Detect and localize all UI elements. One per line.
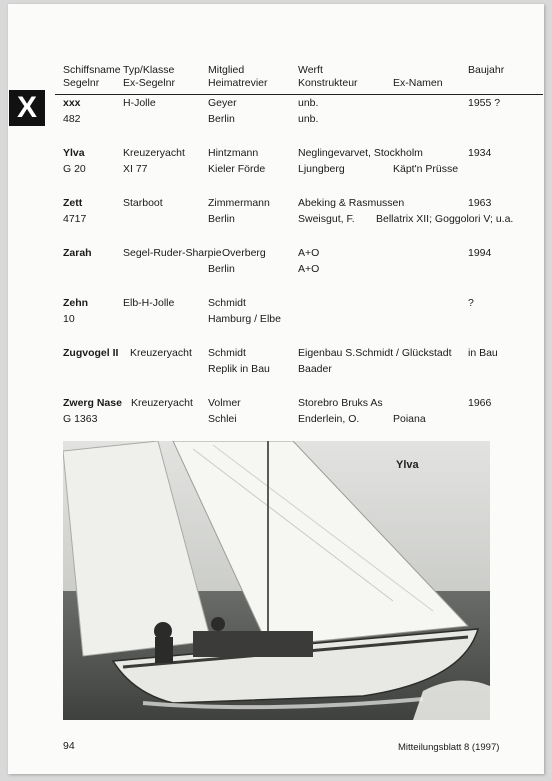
- page-number: 94: [63, 740, 75, 752]
- entry-name: Zwerg Nase: [63, 397, 122, 409]
- entry-yard: Eigenbau S.Schmidt / Glückstadt: [298, 347, 452, 359]
- entry-sail: 10: [63, 313, 75, 325]
- header-col-year: [468, 64, 504, 77]
- entry-yard: A+O: [298, 247, 320, 259]
- table-row: [0, 396, 552, 426]
- entry-designer: Enderlein, O.: [298, 413, 360, 425]
- entry-member: Hintzmann: [208, 147, 259, 159]
- entry-home: Kieler Förde: [208, 163, 266, 175]
- entry-home: Berlin: [208, 213, 235, 225]
- entry-designer: A+O: [298, 263, 320, 275]
- header-col-exnames: [393, 77, 443, 90]
- entry-name: Zugvogel II: [63, 347, 119, 359]
- entry-yard: unb.: [298, 97, 319, 109]
- sailing-yacht-illustration: [63, 441, 490, 720]
- entry-home: Berlin: [208, 263, 235, 275]
- entry-name: xxx: [63, 97, 81, 109]
- header-heimatrevier: Heimatrevier: [208, 77, 268, 89]
- entry-year: 1934: [468, 147, 492, 159]
- entry-year: in Bau: [468, 347, 498, 359]
- entry-yard: Storebro Bruks As: [298, 397, 383, 409]
- entry-type: Segel-Ruder-Sharpie: [123, 247, 222, 259]
- table-row: [0, 296, 552, 326]
- entry-member: Geyer: [208, 97, 237, 109]
- entry-yard: Neglingevarvet, Stockholm: [298, 147, 423, 159]
- publication-footer: Mitteilungsblatt 8 (1997): [398, 742, 500, 753]
- entry-home: Schlei: [208, 413, 237, 425]
- entry-name: Zett: [63, 197, 83, 209]
- entry-exsail: XI 77: [123, 163, 148, 175]
- entry-year: 1963: [468, 197, 492, 209]
- entry-sail: 482: [63, 113, 81, 125]
- entry-name: Ylva: [63, 147, 85, 159]
- table-row: [0, 246, 552, 276]
- header-ex-segelnr: Ex-Segelnr: [123, 77, 175, 89]
- header-col-name: [63, 64, 121, 90]
- entry-home: Hamburg / Elbe: [208, 313, 281, 325]
- photo-caption: Ylva: [396, 459, 419, 471]
- entry-home: Replik in Bau: [208, 363, 270, 375]
- table-row: [0, 196, 552, 226]
- entry-exnames: Poiana: [393, 413, 426, 425]
- entry-designer: Ljungberg: [298, 163, 345, 175]
- header-mitglied: Mitglied: [208, 64, 245, 76]
- entry-name: Zarah: [63, 247, 92, 259]
- entry-member: Volmer: [208, 397, 241, 409]
- entry-member: Zimmermann: [208, 197, 270, 209]
- entry-name: Zehn: [63, 297, 89, 309]
- entry-year: 1966: [468, 397, 492, 409]
- entry-type: Kreuzeryacht: [131, 397, 193, 409]
- entry-sail: G 20: [63, 163, 86, 175]
- entry-yard: Abeking & Rasmussen: [298, 197, 405, 209]
- entry-exnames: Käpt'n Prüsse: [393, 163, 459, 175]
- entry-designer: unb.: [298, 113, 319, 125]
- header-col-type: [123, 64, 175, 90]
- entry-exnames: Bellatrix XII; Goggolori V; u.a.: [376, 213, 514, 225]
- header-segelnr: Segelnr: [63, 77, 100, 89]
- header-col-member: [208, 64, 268, 90]
- header-baujahr: Baujahr: [468, 64, 505, 76]
- entry-year: 1955 ?: [468, 97, 501, 109]
- header-col-yard: [298, 64, 358, 90]
- entry-type: Starboot: [123, 197, 163, 209]
- section-letter-marker: X: [9, 90, 45, 126]
- entry-designer: Sweisgut, F.: [298, 213, 355, 225]
- entry-home: Berlin: [208, 113, 235, 125]
- header-schiffsname: Schiffsname: [63, 64, 121, 76]
- entry-year: 1994: [468, 247, 492, 259]
- header-ex-namen: Ex-Namen: [393, 77, 443, 89]
- yacht-photo: [63, 441, 490, 720]
- entry-year: ?: [468, 297, 474, 309]
- entry-type: H-Jolle: [123, 97, 156, 109]
- entry-type: Kreuzeryacht: [130, 347, 192, 359]
- entry-sail: 4717: [63, 213, 87, 225]
- entry-member: Schmidt: [208, 347, 246, 359]
- header-werft: Werft: [298, 64, 323, 76]
- entry-member: Schmidt: [208, 297, 246, 309]
- table-row: [0, 346, 552, 376]
- entry-designer: Baader: [298, 363, 332, 375]
- header-rule: [55, 94, 543, 95]
- entry-member: Overberg: [222, 247, 266, 259]
- entry-sail: G 1363: [63, 413, 98, 425]
- table-row: [0, 146, 552, 176]
- header-typ-klasse: Typ/Klasse: [123, 64, 175, 76]
- entry-type: Kreuzeryacht: [123, 147, 185, 159]
- header-konstrukteur: Konstrukteur: [298, 77, 358, 89]
- table-row: [0, 96, 552, 126]
- entry-type: Elb-H-Jolle: [123, 297, 175, 309]
